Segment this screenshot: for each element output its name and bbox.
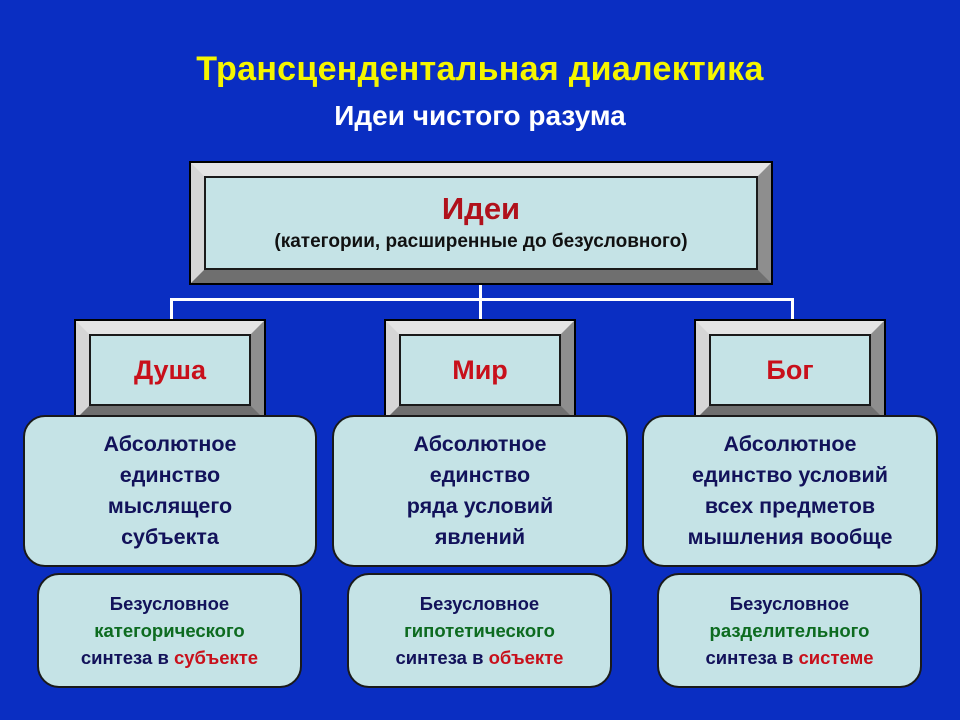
synthesis-prefix: синтеза в — [395, 647, 489, 668]
category-box-world — [386, 321, 574, 419]
synthesis-line: Безусловное — [729, 593, 850, 614]
synthesis-type: категорического — [94, 620, 245, 641]
connector-trunk — [479, 283, 482, 323]
synthesis-line: Безусловное — [419, 593, 540, 614]
category-box-soul — [76, 321, 264, 419]
description-line: мышления вообще — [687, 525, 893, 549]
synthesis-prefix: синтеза в — [80, 647, 174, 668]
category-label-soul: Душа — [133, 354, 207, 385]
slide-subtitle: Идеи чистого разума — [334, 100, 626, 131]
synthesis-line: Безусловное — [109, 593, 230, 614]
description-line: ряда условий — [406, 494, 554, 518]
synthesis-box-soul — [37, 573, 302, 688]
slide-title: Трансцендентальная диалектика — [196, 50, 764, 88]
synthesis-target: субъекте — [173, 647, 259, 668]
synthesis-target: объекте — [488, 647, 564, 668]
category-label-world: Мир — [452, 354, 508, 385]
description-line: субъекта — [121, 525, 219, 549]
description-line: Абсолютное — [103, 432, 237, 456]
description-line: мыслящего — [107, 494, 233, 518]
root-idea-label: Идеи — [441, 191, 521, 226]
description-box-world — [332, 415, 628, 567]
description-line: явлений — [434, 525, 526, 549]
description-box-god — [642, 415, 938, 567]
synthesis-type: гипотетического — [404, 620, 555, 641]
description-line: единство условий — [692, 463, 888, 487]
description-line: всех предметов — [704, 494, 876, 518]
synthesis-prefix: синтеза в — [705, 647, 799, 668]
connector-right — [791, 298, 794, 323]
category-label-god: Бог — [766, 354, 814, 385]
synthesis-target: системе — [798, 647, 874, 668]
root-idea-subtitle: (категории, расширенные до безусловного) — [274, 231, 688, 252]
description-line: единство — [119, 463, 221, 487]
description-line: Абсолютное — [413, 432, 547, 456]
category-box-god — [696, 321, 884, 419]
root-idea-box — [191, 163, 771, 283]
synthesis-box-world — [347, 573, 612, 688]
synthesis-box-god — [657, 573, 922, 688]
description-line: Абсолютное — [723, 432, 857, 456]
connector-left — [170, 298, 173, 323]
connector-horizontal — [170, 298, 794, 301]
synthesis-type: разделительного — [709, 620, 870, 641]
description-box-soul — [23, 415, 317, 567]
description-line: единство — [429, 463, 531, 487]
